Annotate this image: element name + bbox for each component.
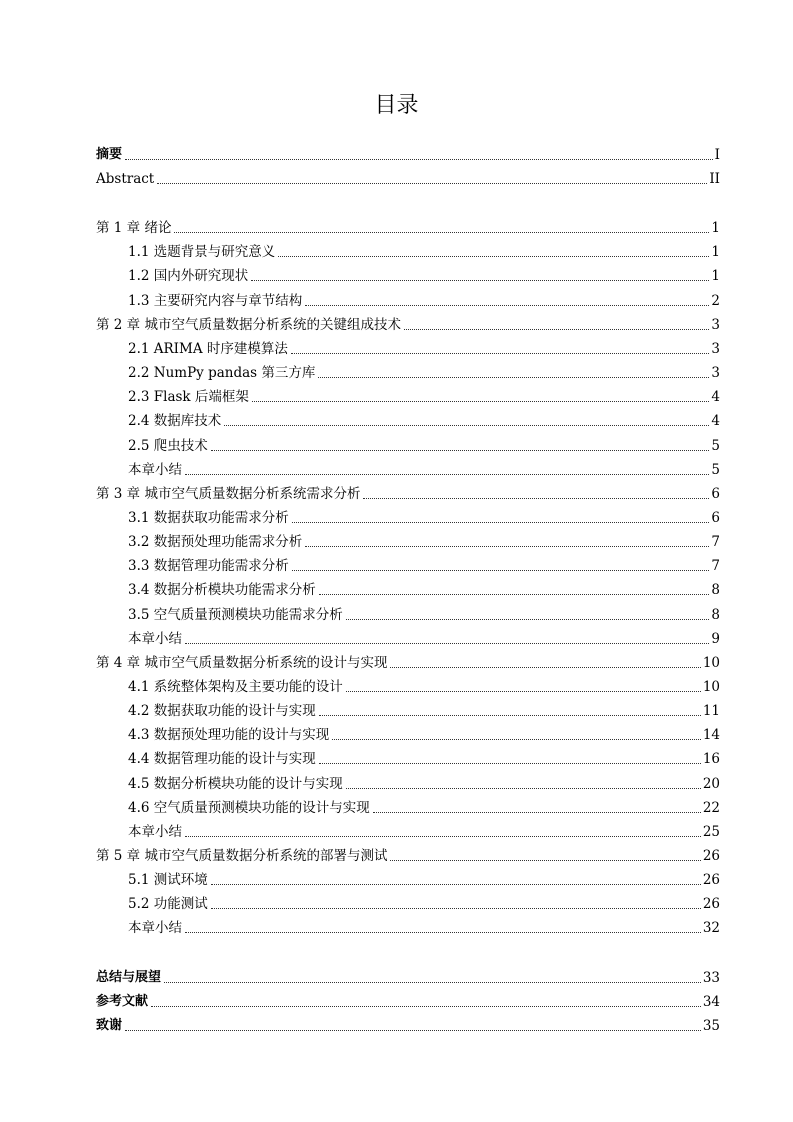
toc-entry-text: 2.5 爬虫技术 [128, 438, 208, 454]
toc-entry-text: 4.5 数据分析模块功能的设计与实现 [128, 776, 343, 792]
toc-entry-3-5[interactable] [128, 604, 720, 624]
toc-entry-text: 2.3 Flask 后端框架 [128, 389, 249, 405]
toc-entry-text: 摘要 [96, 147, 123, 162]
toc-entry-text: 本章小结 [128, 462, 182, 478]
toc-entry-4-1[interactable] [128, 676, 720, 696]
toc-entry-text: 第 3 章 城市空气质量数据分析系统需求分析 [96, 486, 361, 502]
toc-leader-dots [390, 666, 700, 668]
toc-page-number: 20 [702, 776, 720, 792]
toc-entry-text: 3.3 数据管理功能需求分析 [128, 558, 289, 574]
toc-page-number: 22 [702, 800, 720, 816]
toc-page-number: II [709, 171, 720, 187]
toc-page-number: I [714, 147, 720, 163]
toc-leader-dots [224, 424, 709, 426]
toc-page-number: 35 [702, 1018, 720, 1034]
toc-entry-text: 2.4 数据库技术 [128, 413, 222, 429]
toc-page-number: 1 [711, 268, 720, 284]
toc-leader-dots [185, 835, 701, 837]
toc-entry-text: 第 2 章 城市空气质量数据分析系统的关键组成技术 [96, 317, 401, 333]
toc-entry-1-2[interactable] [128, 265, 720, 285]
toc-entry-4-2[interactable] [128, 700, 720, 720]
toc-leader-dots [305, 304, 709, 306]
toc-entry-3-4[interactable] [128, 579, 720, 599]
toc-entry-4-summary[interactable] [128, 821, 720, 841]
toc-entry-2-2[interactable] [128, 362, 720, 382]
toc-page-number: 10 [702, 679, 720, 695]
toc-leader-dots [125, 1029, 701, 1031]
toc-leader-dots [346, 618, 710, 620]
toc-entry-text: 本章小结 [128, 631, 182, 647]
toc-entry-text: 3.4 数据分析模块功能需求分析 [128, 582, 316, 598]
toc-leader-dots [319, 762, 701, 764]
toc-entry-3-1[interactable] [128, 507, 720, 527]
toc-leader-dots [319, 593, 710, 595]
toc-entry-1-3[interactable] [128, 290, 720, 310]
toc-entry-text: 第 1 章 绪论 [96, 220, 172, 236]
toc-entry-text: 2.2 NumPy pandas 第三方库 [128, 365, 316, 381]
toc-leader-dots [211, 883, 701, 885]
toc-leader-dots [346, 787, 701, 789]
toc-page-number: 1 [711, 244, 720, 260]
toc-entry-text: 4.4 数据管理功能的设计与实现 [128, 751, 316, 767]
toc-page-number: 33 [702, 970, 720, 986]
toc-page-number: 3 [711, 341, 720, 357]
toc-entry-text: 总结与展望 [96, 970, 162, 985]
toc-page-number: 4 [711, 389, 720, 405]
toc-leader-dots [185, 642, 709, 644]
toc-entry-text: 3.2 数据预处理功能需求分析 [128, 534, 303, 550]
toc-page-number: 4 [711, 413, 720, 429]
toc-entry-2-summary[interactable] [128, 459, 720, 479]
toc-entry-4-5[interactable] [128, 773, 720, 793]
toc-entry-text: 1.2 国内外研究现状 [128, 268, 249, 284]
toc-leader-dots [125, 158, 713, 160]
toc-entry-text: 第 5 章 城市空气质量数据分析系统的部署与测试 [96, 848, 388, 864]
toc-page-number: 14 [702, 727, 720, 743]
toc-entry-5-1[interactable] [128, 869, 720, 889]
toc-leader-dots [151, 1005, 701, 1007]
toc-leader-dots [346, 690, 701, 692]
toc-entry-chapter-2[interactable] [96, 314, 720, 334]
toc-page-number: 16 [702, 751, 720, 767]
toc-entry-4-4[interactable] [128, 748, 720, 768]
toc-entry-5-summary[interactable] [128, 917, 720, 937]
toc-page-number: 8 [711, 607, 720, 623]
toc-leader-dots [373, 811, 701, 813]
toc-entry-chapter-4[interactable] [96, 652, 720, 672]
toc-page-number: 11 [702, 703, 720, 719]
toc-page-number: 9 [711, 631, 720, 647]
toc-entry-text: 4.1 系统整体架构及主要功能的设计 [128, 679, 343, 695]
toc-page-number: 26 [702, 872, 720, 888]
toc-page-number: 1 [711, 220, 720, 236]
toc-entry-text: 3.5 空气质量预测模块功能需求分析 [128, 607, 343, 623]
toc-leader-dots [174, 231, 709, 233]
toc-entry-text: Abstract [96, 171, 155, 187]
toc-entry-text: 参考文献 [96, 994, 149, 1009]
toc-entry-2-1[interactable] [128, 338, 720, 358]
toc-leader-dots [390, 859, 700, 861]
toc-entry-text: 1.3 主要研究内容与章节结构 [128, 293, 303, 309]
toc-leader-dots [157, 182, 707, 184]
toc-entry-4-3[interactable] [128, 724, 720, 744]
toc-entry-1-1[interactable] [128, 241, 720, 261]
toc-entry-text: 4.3 数据预处理功能的设计与实现 [128, 727, 330, 743]
toc-page-number: 26 [702, 848, 720, 864]
toc-leader-dots [318, 376, 709, 378]
page-title: 目录 [374, 93, 419, 118]
toc-entry-3-summary[interactable] [128, 628, 720, 648]
toc-page-number: 3 [711, 365, 720, 381]
toc-leader-dots [164, 981, 701, 983]
toc-entry-text: 4.2 数据获取功能的设计与实现 [128, 703, 316, 719]
toc-entry-text: 致谢 [96, 1018, 123, 1033]
toc-leader-dots [305, 545, 709, 547]
toc-entry-2-4[interactable] [128, 410, 720, 430]
toc-page-number: 10 [702, 655, 720, 671]
toc-entry-2-3[interactable] [128, 386, 720, 406]
toc-page-number: 25 [702, 824, 720, 840]
toc-page-number: 6 [711, 510, 720, 526]
toc-entry-acknowledgements[interactable] [96, 1015, 720, 1035]
toc-entry-text: 第 4 章 城市空气质量数据分析系统的设计与实现 [96, 655, 388, 671]
toc-entry-abstract-cn[interactable] [96, 144, 720, 164]
toc-entry-text: 4.6 空气质量预测模块功能的设计与实现 [128, 800, 370, 816]
toc-entry-4-6[interactable] [128, 797, 720, 817]
toc-page-number: 2 [711, 293, 720, 309]
toc-page-number: 26 [702, 896, 720, 912]
toc-page-number: 34 [702, 994, 720, 1010]
toc-leader-dots [292, 521, 710, 523]
toc-entry-3-3[interactable] [128, 555, 720, 575]
toc-entry-text: 5.2 功能测试 [128, 896, 208, 912]
toc-page-number: 32 [702, 920, 720, 936]
toc-leader-dots [185, 473, 709, 475]
toc-leader-dots [404, 328, 709, 330]
toc-page-number: 3 [711, 317, 720, 333]
toc-leader-dots [319, 714, 701, 716]
toc-page-number: 8 [711, 582, 720, 598]
toc-entry-text: 5.1 测试环境 [128, 872, 208, 888]
toc-entry-3-2[interactable] [128, 531, 720, 551]
toc-entry-chapter-5[interactable] [96, 845, 720, 865]
toc-leader-dots [211, 907, 701, 909]
toc-entry-2-5[interactable] [128, 435, 720, 455]
toc-page-number: 7 [711, 534, 720, 550]
toc-entry-references[interactable] [96, 991, 720, 1011]
toc-page-number: 7 [711, 558, 720, 574]
toc-leader-dots [332, 738, 701, 740]
toc-leader-dots [278, 255, 709, 257]
toc-entry-chapter-3[interactable] [96, 483, 720, 503]
toc-entry-text: 3.1 数据获取功能需求分析 [128, 510, 289, 526]
toc-leader-dots [252, 400, 710, 402]
toc-entry-5-2[interactable] [128, 893, 720, 913]
toc-leader-dots [292, 569, 710, 571]
toc-entry-text: 2.1 ARIMA 时序建模算法 [128, 341, 288, 357]
toc-page-number: 6 [711, 486, 720, 502]
toc-page-number: 5 [711, 462, 720, 478]
toc-entry-text: 本章小结 [128, 824, 182, 840]
toc-entry-conclusion[interactable] [96, 967, 720, 987]
toc-entry-abstract-en[interactable] [96, 168, 720, 188]
toc-leader-dots [185, 931, 701, 933]
toc-leader-dots [291, 352, 710, 354]
toc-leader-dots [363, 497, 709, 499]
toc-entry-chapter-1[interactable] [96, 217, 720, 237]
toc-entry-text: 1.1 选题背景与研究意义 [128, 244, 276, 260]
toc-page-number: 5 [711, 438, 720, 454]
toc-entry-text: 本章小结 [128, 920, 182, 936]
toc-leader-dots [251, 279, 709, 281]
toc-leader-dots [211, 449, 710, 451]
